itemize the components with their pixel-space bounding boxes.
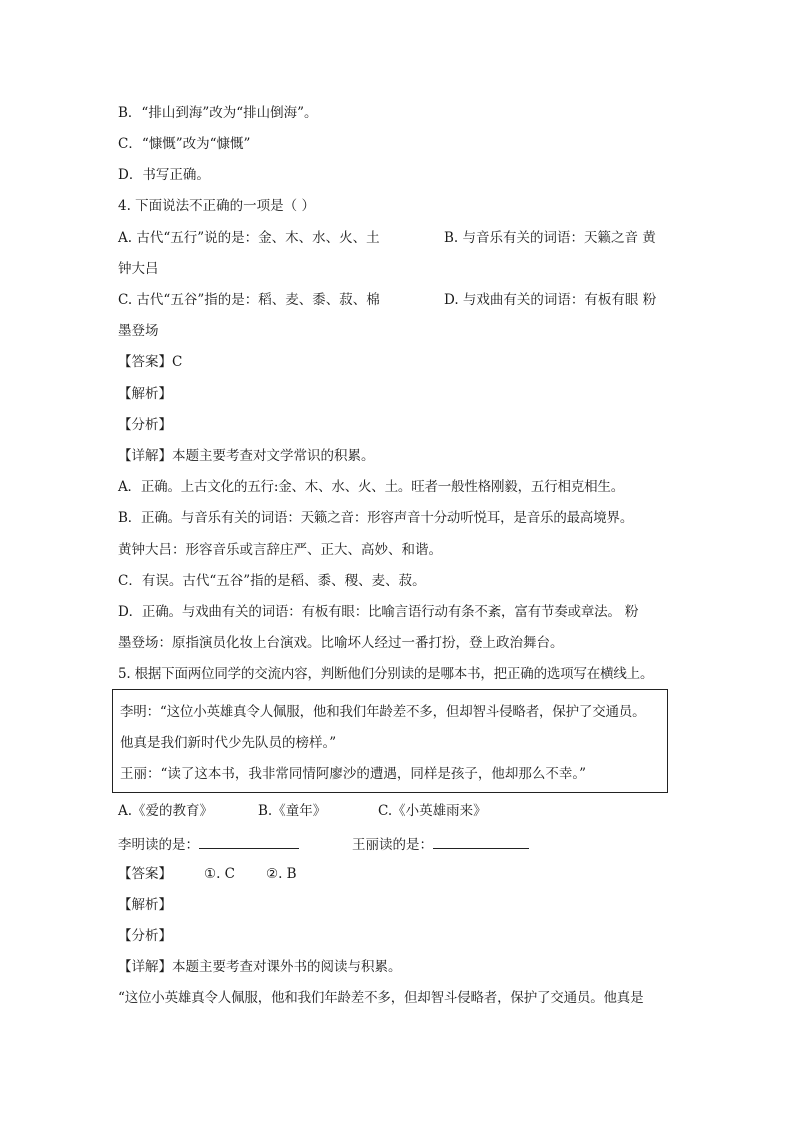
question-4-option-d: D. 与戏曲有关的词语：有板有眼 粉: [444, 292, 657, 308]
question-4-option-b: B. 与音乐有关的词语：天籁之音 黄: [444, 230, 656, 246]
detail-a: A．正确。上古文化的五行:金、木、水、火、土。旺者一般性格刚毅，五行相克相生。: [118, 479, 624, 495]
question-4-option-a: A. 古代“五行”说的是：金、木、水、火、土: [118, 230, 380, 246]
dialogue-wangli: 王丽：“读了这本书，我非常同情阿廖沙的遭遇，同样是孩子，他却那么不幸。”: [120, 766, 587, 782]
detail-2-quote: “这位小英雄真令人佩服，他和我们年龄差不多，但却智斗侵略者，保护了交通员。他真是: [118, 990, 644, 1006]
detail-2-heading: 【详解】本题主要考查对课外书的阅读与积累。: [118, 959, 402, 975]
analysis-subheading: 【分析】: [118, 417, 172, 433]
question-4-option-b-cont: 钟大吕: [118, 261, 159, 277]
fill-in-wangli: [352, 834, 529, 854]
detail-d-cont: 墨登场：原指演员化妆上台演戏。比喻坏人经过一番打扮，登上政治舞台。: [118, 635, 564, 651]
answer-2-label: 【答案】: [118, 866, 172, 882]
fill-in-liming-label: 李明读的是：: [118, 837, 199, 853]
dialogue-box: [112, 689, 668, 793]
fill-in-wangli-blank[interactable]: [433, 834, 529, 849]
answer-2-item-1: ①. C: [204, 866, 236, 882]
question-5-option-b: B.《童年》: [258, 803, 327, 819]
question-5-stem: 5. 根据下面两位同学的交流内容，判断他们分别读的是哪本书，把正确的选项写在横线上。: [118, 666, 654, 682]
detail-b: B．正确。与音乐有关的词语：天籁之音：形容声音十分动听悦耳，是音乐的最高境界。: [118, 510, 634, 526]
analysis-2-subheading: 【分析】: [118, 928, 172, 944]
detail-d: D．正确。与戏曲有关的词语：有板有眼：比喻言语行动有条不紊，富有节奏或章法。 粉: [118, 604, 639, 620]
detail-heading: 【详解】本题主要考查对文学常识的积累。: [118, 448, 375, 464]
analysis-2-heading: 【解析】: [118, 897, 172, 913]
analysis-heading: 【解析】: [118, 386, 172, 402]
question-4-option-d-cont: 墨登场: [118, 323, 159, 339]
answer-label: 【答案】C: [118, 354, 183, 370]
answer-2-item-2: ②. B: [266, 866, 297, 882]
question-4-option-c: C. 古代“五谷”指的是：稻、麦、黍、菽、棉: [118, 292, 380, 308]
question-4-stem: 4. 下面说法不正确的一项是（ ）: [118, 198, 315, 214]
fill-in-liming-blank[interactable]: [199, 834, 299, 849]
detail-c: C．有误。古代“五谷”指的是稻、黍、稷、麦、菽。: [118, 573, 426, 589]
dialogue-liming: 李明：“这位小英雄真令人佩服，他和我们年龄差不多，但却智斗侵略者，保护了交通员。: [120, 704, 646, 720]
detail-b-cont: 黄钟大吕：形容音乐或言辞庄严、正大、高妙、和谐。: [118, 542, 442, 558]
dialogue-liming-cont: 他真是我们新时代少先队员的榜样。”: [120, 735, 337, 751]
question-5-option-c: C.《小英雄雨来》: [378, 803, 487, 819]
fill-in-wangli-label: 王丽读的是：: [352, 837, 433, 853]
option-c-explanation: C．“慷慨”改为“慷慨”: [118, 136, 251, 152]
question-5-option-a: A.《爱的教育》: [118, 803, 214, 819]
option-d-explanation: D．书写正确。: [118, 167, 210, 183]
option-b-explanation: B．“排山到海”改为“排山倒海”。: [118, 105, 318, 121]
fill-in-liming: [118, 834, 299, 854]
